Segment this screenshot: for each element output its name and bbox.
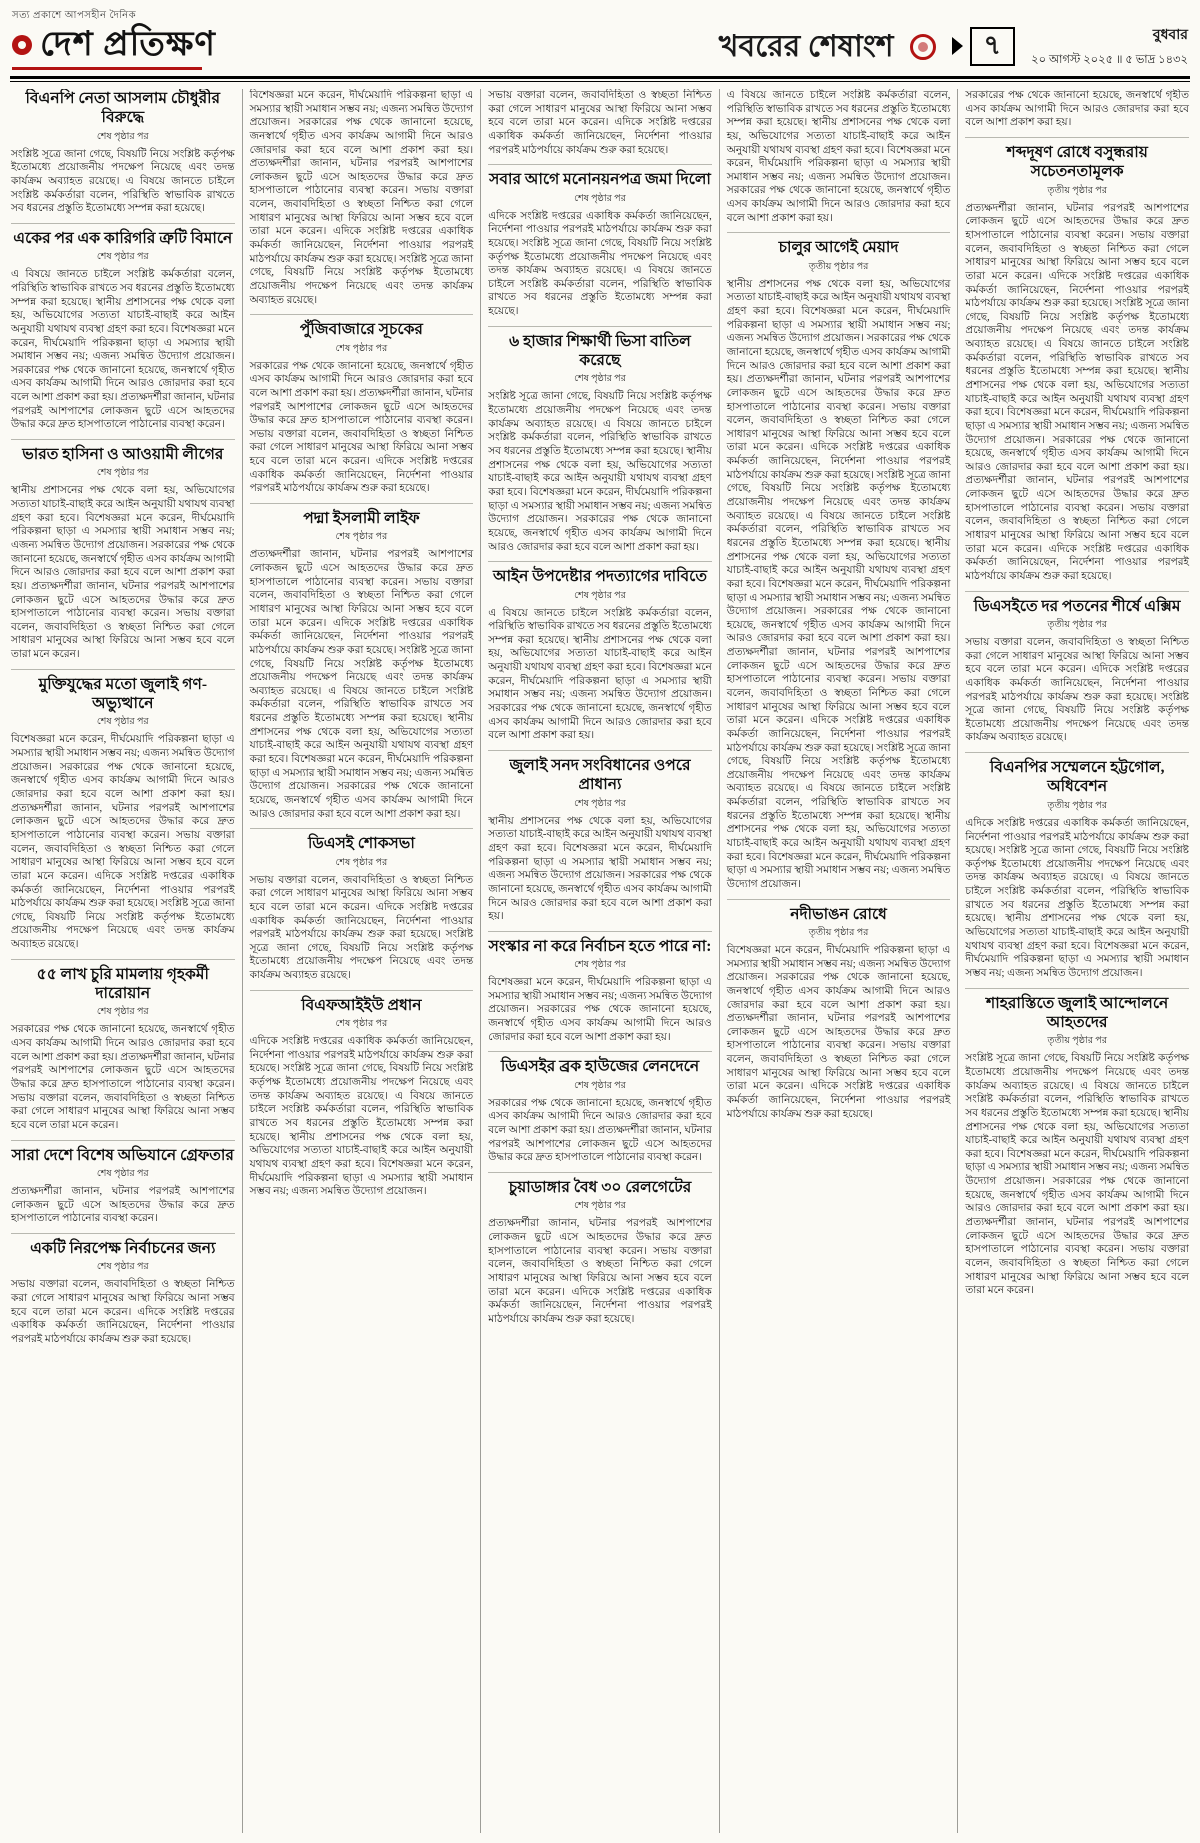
article — [965, 988, 1189, 1298]
article-headline: পদ্মা ইসলামী লাইফ — [303, 510, 420, 528]
article-body: এ বিষয়ে জানতে চাইলে সংশ্লিষ্ট কর্মকর্তারা বলেন, পরিস্থিতি স্বাভাবিক রাখতে সব ধরনের প্রস্তুতি ইতোমধ্যে সম্পন্ন করা হয়েছে। স্থানীয় প্রশাসনের পক্ষ থেকে বলা হয়, অভিযোগের সত্যতা যাচাই-বাছাই করে আইন অনুযায়ী যথাযথ ব্যবস্থা গ্রহণ করা হবে। বিশেষজ্ঞরা মনে করেন, দীর্ঘমেয়াদি পরিকল্পনা ছাড়া এ সমস্যার স্থায়ী সমাধান সম্ভব নয়; এজন্য সমন্বিত উদ্যোগ প্রয়োজন। সরকারের পক্ষ থেকে জানানো হয়েছে, জনস্বার্থে গৃহীত এসব কার্যক্রম আগামী দিনে আরও জোরদার করা হবে বলে আশা প্রকাশ করা হয়। প্রত্যক্ষদর্শীরা জানান, ঘটনার পরপরই আশপাশের লোকজন ছুটে এসে আহতদের উদ্ধার করে দ্রুত হাসপাতালে পাঠানোর ব্যবস্থা করেন। — [11, 269, 235, 431]
jump-line: তৃতীয় পৃষ্ঠার পর — [1047, 619, 1107, 630]
article — [488, 750, 712, 924]
article — [488, 561, 712, 743]
article-body: সভায় বক্তারা বলেন, জবাবদিহিতা ও স্বচ্ছতা নিশ্চিত করা গেলে সাধারণ মানুষের আস্থা ফিরিয়ে আনা সম্ভব হবে বলে তারা মনে করেন। এদিকে সংশ্লিষ্ট দপ্তরের একাধিক কর্মকর্তা জানিয়েছেন, নির্দেশনা পাওয়ার পরপরই মাঠপর্যায়ে কার্যক্রম শুরু করা হয়েছে। সংশ্লিষ্ট সূত্রে জানা গেছে, বিষয়টি নিয়ে সংশ্লিষ্ট কর্তৃপক্ষ ইতোমধ্যে প্রয়োজনীয় পদক্ষেপ নিয়েছে এবং তদন্ত কার্যক্রম অব্যাহত রয়েছে। — [965, 636, 1189, 744]
article-body: স্থানীয় প্রশাসনের পক্ষ থেকে বলা হয়, অভিযোগের সত্যতা যাচাই-বাছাই করে আইন অনুযায়ী যথাযথ ব্যবস্থা গ্রহণ করা হবে। বিশেষজ্ঞরা মনে করেন, দীর্ঘমেয়াদি পরিকল্পনা ছাড়া এ সমস্যার স্থায়ী সমাধান সম্ভব নয়; এজন্য সমন্বিত উদ্যোগ প্রয়োজন। সরকারের পক্ষ থেকে জানানো হয়েছে, জনস্বার্থে গৃহীত এসব কার্যক্রম আগামী দিনে আরও জোরদার করা হবে বলে আশা প্রকাশ করা হয়। — [488, 815, 712, 923]
article-headline: শাহরাস্তিতে জুলাই আন্দোলনে আহতদের — [986, 994, 1169, 1031]
weekday: বুধবার — [1152, 28, 1188, 43]
news-column-2 — [242, 89, 481, 1833]
jump-line: শেষ পৃষ্ঠার পর — [335, 1019, 388, 1030]
article-headline: ৬ হাজার শিক্ষার্থী ভিসা বাতিল করেছে — [509, 332, 691, 370]
article-body: প্রত্যক্ষদর্শীরা জানান, ঘটনার পরপরই আশপাশের লোকজন ছুটে এসে আহতদের উদ্ধার করে দ্রুত হাসপাতালে পাঠানোর ব্যবস্থা করেন। — [11, 1185, 235, 1225]
article-headline: ডিএসইতে দর পতনের শীর্ষে এক্সিম — [973, 597, 1181, 615]
news-column-4 — [719, 89, 958, 1833]
article-headline: বিএফআইইউ প্রধান — [301, 996, 422, 1014]
article — [965, 591, 1189, 746]
article-body: সংশ্লিষ্ট সূত্রে জানা গেছে, বিষয়টি নিয়ে সংশ্লিষ্ট কর্তৃপক্ষ ইতোমধ্যে প্রয়োজনীয় পদক্ষেপ নিয়েছে এবং তদন্ত কার্যক্রম অব্যাহত রয়েছে। এ বিষয়ে জানতে চাইলে সংশ্লিষ্ট কর্মকর্তারা বলেন, পরিস্থিতি স্বাভাবিক রাখতে সব ধরনের প্রস্তুতি ইতোমধ্যে সম্পন্ন করা হয়েছে। স্থানীয় প্রশাসনের পক্ষ থেকে বলা হয়, অভিযোগের সত্যতা যাচাই-বাছাই করে আইন অনুযায়ী যথাযথ ব্যবস্থা গ্রহণ করা হবে। বিশেষজ্ঞরা মনে করেন, দীর্ঘমেয়াদি পরিকল্পনা ছাড়া এ সমস্যার স্থায়ী সমাধান সম্ভব নয়; এজন্য সমন্বিত উদ্যোগ প্রয়োজন। সরকারের পক্ষ থেকে জানানো হয়েছে, জনস্বার্থে গৃহীত এসব কার্যক্রম আগামী দিনে আরও জোরদার করা হবে বলে আশা প্রকাশ করা হয়। — [488, 391, 712, 553]
article — [250, 314, 474, 496]
article-body: প্রত্যক্ষদর্শীরা জানান, ঘটনার পরপরই আশপাশের লোকজন ছুটে এসে আহতদের উদ্ধার করে দ্রুত হাসপাতালে পাঠানোর ব্যবস্থা করেন। সভায় বক্তারা বলেন, জবাবদিহিতা ও স্বচ্ছতা নিশ্চিত করা গেলে সাধারণ মানুষের আস্থা ফিরিয়ে আনা সম্ভব হবে বলে তারা মনে করেন। এদিকে সংশ্লিষ্ট দপ্তরের একাধিক কর্মকর্তা জানিয়েছেন, নির্দেশনা পাওয়ার পরপরই মাঠপর্যায়ে কার্যক্রম শুরু করা হয়েছে। সংশ্লিষ্ট সূত্রে জানা গেছে, বিষয়টি নিয়ে সংশ্লিষ্ট কর্তৃপক্ষ ইতোমধ্যে প্রয়োজনীয় পদক্ষেপ নিয়েছে এবং তদন্ত কার্যক্রম অব্যাহত রয়েছে। এ বিষয়ে জানতে চাইলে সংশ্লিষ্ট কর্মকর্তারা বলেন, পরিস্থিতি স্বাভাবিক রাখতে সব ধরনের প্রস্তুতি ইতোমধ্যে সম্পন্ন করা হয়েছে। স্থানীয় প্রশাসনের পক্ষ থেকে বলা হয়, অভিযোগের সত্যতা যাচাই-বাছাই করে আইন অনুযায়ী যথাযথ ব্যবস্থা গ্রহণ করা হবে। বিশেষজ্ঞরা মনে করেন, দীর্ঘমেয়াদি পরিকল্পনা ছাড়া এ সমস্যার স্থায়ী সমাধান সম্ভব নয়; এজন্য সমন্বিত উদ্যোগ প্রয়োজন। সরকারের পক্ষ থেকে জানানো হয়েছে, জনস্বার্থে গৃহীত এসব কার্যক্রম আগামী দিনে আরও জোরদার করা হবে বলে আশা প্রকাশ করা হয়। প্রত্যক্ষদর্শীরা জানান, ঘটনার পরপরই আশপাশের লোকজন ছুটে এসে আহতদের উদ্ধার করে দ্রুত হাসপাতালে পাঠানোর ব্যবস্থা করেন। সভায় বক্তারা বলেন, জবাবদিহিতা ও স্বচ্ছতা নিশ্চিত করা গেলে সাধারণ মানুষের আস্থা ফিরিয়ে আনা সম্ভব হবে বলে তারা মনে করেন। এদিকে সংশ্লিষ্ট দপ্তরের একাধিক কর্মকর্তা জানিয়েছেন, নির্দেশনা পাওয়ার পরপরই মাঠপর্যায়ে কার্যক্রম শুরু করা হয়েছে। — [965, 202, 1189, 582]
newspaper-logo — [12, 8, 312, 70]
jump-line: শেষ পৃষ্ঠার পর — [574, 798, 626, 809]
article — [11, 89, 235, 216]
article-body: প্রত্যক্ষদর্শীরা জানান, ঘটনার পরপরই আশপাশের লোকজন ছুটে এসে আহতদের উদ্ধার করে দ্রুত হাসপাতালে পাঠানোর ব্যবস্থা করেন। সভায় বক্তারা বলেন, জবাবদিহিতা ও স্বচ্ছতা নিশ্চিত করা গেলে সাধারণ মানুষের আস্থা ফিরিয়ে আনা সম্ভব হবে বলে তারা মনে করেন। এদিকে সংশ্লিষ্ট দপ্তরের একাধিক কর্মকর্তা জানিয়েছেন, নির্দেশনা পাওয়ার পরপরই মাঠপর্যায়ে কার্যক্রম শুরু করা হয়েছে। সংশ্লিষ্ট সূত্রে জানা গেছে, বিষয়টি নিয়ে সংশ্লিষ্ট কর্তৃপক্ষ ইতোমধ্যে প্রয়োজনীয় পদক্ষেপ নিয়েছে এবং তদন্ত কার্যক্রম অব্যাহত রয়েছে। এ বিষয়ে জানতে চাইলে সংশ্লিষ্ট কর্মকর্তারা বলেন, পরিস্থিতি স্বাভাবিক রাখতে সব ধরনের প্রস্তুতি ইতোমধ্যে সম্পন্ন করা হয়েছে। স্থানীয় প্রশাসনের পক্ষ থেকে বলা হয়, অভিযোগের সত্যতা যাচাই-বাছাই করে আইন অনুযায়ী যথাযথ ব্যবস্থা গ্রহণ করা হবে। বিশেষজ্ঞরা মনে করেন, দীর্ঘমেয়াদি পরিকল্পনা ছাড়া এ সমস্যার স্থায়ী সমাধান সম্ভব নয়; এজন্য সমন্বিত উদ্যোগ প্রয়োজন। সরকারের পক্ষ থেকে জানানো হয়েছে, জনস্বার্থে গৃহীত এসব কার্যক্রম আগামী দিনে আরও জোরদার করা হবে বলে আশা প্রকাশ করা হয়। — [249, 549, 474, 820]
page-columns — [10, 89, 1190, 1833]
article-headline: একটি নিরপেক্ষ নির্বাচনের জন্য — [30, 1239, 216, 1257]
article-headline: সারা দেশে বিশেষ অভিযানে গ্রেফতার — [11, 1146, 234, 1164]
jump-line: শেষ পৃষ্ঠার পর — [96, 1262, 149, 1273]
jump-line: শেষ পৃষ্ঠার পর — [96, 1168, 149, 1179]
article — [11, 669, 235, 952]
jump-line: শেষ পৃষ্ঠার পর — [574, 1201, 626, 1212]
article-headline: জুলাই সনদ সংবিধানের ওপরে প্রাধান্য — [509, 756, 691, 794]
article — [250, 503, 474, 821]
day-date-block — [1031, 23, 1188, 70]
jump-line: শেষ পৃষ্ঠার পর — [96, 1007, 149, 1018]
article-body: সভায় বক্তারা বলেন, জবাবদিহিতা ও স্বচ্ছতা নিশ্চিত করা গেলে সাধারণ মানুষের আস্থা ফিরিয়ে আনা সম্ভব হবে বলে তারা মনে করেন। এদিকে সংশ্লিষ্ট দপ্তরের একাধিক কর্মকর্তা জানিয়েছেন, নির্দেশনা পাওয়ার পরপরই মাঠপর্যায়ে কার্যক্রম শুরু করা হয়েছে। — [11, 1279, 235, 1345]
article-body: বিশেষজ্ঞরা মনে করেন, দীর্ঘমেয়াদি পরিকল্পনা ছাড়া এ সমস্যার স্থায়ী সমাধান সম্ভব নয়; এজন্য সমন্বিত উদ্যোগ প্রয়োজন। সরকারের পক্ষ থেকে জানানো হয়েছে, জনস্বার্থে গৃহীত এসব কার্যক্রম আগামী দিনে আরও জোরদার করা হবে বলে আশা প্রকাশ করা হয়। প্রত্যক্ষদর্শীরা জানান, ঘটনার পরপরই আশপাশের লোকজন ছুটে এসে আহতদের উদ্ধার করে দ্রুত হাসপাতালে পাঠানোর ব্যবস্থা করেন। সভায় বক্তারা বলেন, জবাবদিহিতা ও স্বচ্ছতা নিশ্চিত করা গেলে সাধারণ মানুষের আস্থা ফিরিয়ে আনা সম্ভব হবে বলে তারা মনে করেন। এদিকে সংশ্লিষ্ট দপ্তরের একাধিক কর্মকর্তা জানিয়েছেন, নির্দেশনা পাওয়ার পরপরই মাঠপর্যায়ে কার্যক্রম শুরু করা হয়েছে। সংশ্লিষ্ট সূত্রে জানা গেছে, বিষয়টি নিয়ে সংশ্লিষ্ট কর্তৃপক্ষ ইতোমধ্যে প্রয়োজনীয় পদক্ষেপ নিয়েছে এবং তদন্ত কার্যক্রম অব্যাহত রয়েছে। — [11, 734, 235, 951]
article-headline: শব্দদূষণ রোধে বসুন্ধরায় সচেতনতামূলক — [1006, 143, 1148, 181]
article-headline: বিএনপির সম্মেলনে হট্টগোল, অধিবেশন — [989, 759, 1165, 796]
jump-line: শেষ পৃষ্ঠার পর — [335, 857, 388, 868]
jump-line: তৃতীয় পৃষ্ঠার পর — [1047, 800, 1107, 811]
jump-line: তৃতীয় পৃষ্ঠার পর — [808, 261, 869, 272]
jump-line: শেষ পৃষ্ঠার পর — [574, 590, 626, 601]
article-body: এদিকে সংশ্লিষ্ট দপ্তরের একাধিক কর্মকর্তা জানিয়েছেন, নির্দেশনা পাওয়ার পরপরই মাঠপর্যায়ে কার্যক্রম শুরু করা হয়েছে। সংশ্লিষ্ট সূত্রে জানা গেছে, বিষয়টি নিয়ে সংশ্লিষ্ট কর্তৃপক্ষ ইতোমধ্যে প্রয়োজনীয় পদক্ষেপ নিয়েছে এবং তদন্ত কার্যক্রম অব্যাহত রয়েছে। এ বিষয়ে জানতে চাইলে সংশ্লিষ্ট কর্মকর্তারা বলেন, পরিস্থিতি স্বাভাবিক রাখতে সব ধরনের প্রস্তুতি ইতোমধ্যে সম্পন্ন করা হয়েছে। স্থানীয় প্রশাসনের পক্ষ থেকে বলা হয়, অভিযোগের সত্যতা যাচাই-বাছাই করে আইন অনুযায়ী যথাযথ ব্যবস্থা গ্রহণ করা হবে। বিশেষজ্ঞরা মনে করেন, দীর্ঘমেয়াদি পরিকল্পনা ছাড়া এ সমস্যার স্থায়ী সমাধান সম্ভব নয়; এজন্য সমন্বিত উদ্যোগ প্রয়োজন। — [249, 1036, 474, 1198]
page-number: ৭ — [970, 27, 1016, 66]
article-body: সরকারের পক্ষ থেকে জানানো হয়েছে, জনস্বার্থে গৃহীত এসব কার্যক্রম আগামী দিনে আরও জোরদার করা হবে বলে আশা প্রকাশ করা হয়। প্রত্যক্ষদর্শীরা জানান, ঘটনার পরপরই আশপাশের লোকজন ছুটে এসে আহতদের উদ্ধার করে দ্রুত হাসপাতালে পাঠানোর ব্যবস্থা করেন। সভায় বক্তারা বলেন, জবাবদিহিতা ও স্বচ্ছতা নিশ্চিত করা গেলে সাধারণ মানুষের আস্থা ফিরিয়ে আনা সম্ভব হবে বলে তারা মনে করেন। — [11, 1024, 235, 1131]
article-headline: ডিএসইর ব্রক হাউজের লেনদেনে — [500, 1058, 700, 1076]
article-continuation — [250, 89, 474, 307]
jump-line: শেষ পৃষ্ঠার পর — [574, 960, 626, 971]
article — [11, 223, 235, 432]
jump-line: শেষ পৃষ্ঠার পর — [335, 343, 388, 354]
date-line: ২০ আগস্ট ২০২৫ ॥ ৫ ভাদ্র ১৪৩২ — [1031, 54, 1188, 66]
logo-sun-icon — [12, 35, 32, 55]
article-body: সরকারের পক্ষ থেকে জানানো হয়েছে, জনস্বার্থে গৃহীত এসব কার্যক্রম আগামী দিনে আরও জোরদার করা হবে বলে আশা প্রকাশ করা হয়। প্রত্যক্ষদর্শীরা জানান, ঘটনার পরপরই আশপাশের লোকজন ছুটে এসে আহতদের উদ্ধার করে দ্রুত হাসপাতালে পাঠানোর ব্যবস্থা করেন। — [488, 1097, 712, 1164]
article-body: সভায় বক্তারা বলেন, জবাবদিহিতা ও স্বচ্ছতা নিশ্চিত করা গেলে সাধারণ মানুষের আস্থা ফিরিয়ে আনা সম্ভব হবে বলে তারা মনে করেন। এদিকে সংশ্লিষ্ট দপ্তরের একাধিক কর্মকর্তা জানিয়েছেন, নির্দেশনা পাওয়ার পরপরই মাঠপর্যায়ে কার্যক্রম শুরু করা হয়েছে। সংশ্লিষ্ট সূত্রে জানা গেছে, বিষয়টি নিয়ে সংশ্লিষ্ট কর্তৃপক্ষ ইতোমধ্যে প্রয়োজনীয় পদক্ষেপ নিয়েছে এবং তদন্ত কার্যক্রম অব্যাহত রয়েছে। — [249, 874, 474, 982]
article-headline: নদীভাঙন রোধে — [790, 905, 887, 923]
jump-line: তৃতীয় পৃষ্ঠার পর — [808, 927, 869, 938]
article-headline: চালুর আগেই মেয়াদ — [778, 239, 899, 257]
masthead-rule-thin — [10, 81, 1190, 82]
article — [488, 1172, 712, 1327]
article-headline: সবার আগে মনোনয়নপত্র জমা দিলো — [489, 171, 711, 189]
article-continuation — [965, 89, 1189, 130]
article-body: এদিকে সংশ্লিষ্ট দপ্তরের একাধিক কর্মকর্তা জানিয়েছেন, নির্দেশনা পাওয়ার পরপরই মাঠপর্যায়ে কার্যক্রম শুরু করা হয়েছে। সংশ্লিষ্ট সূত্রে জানা গেছে, বিষয়টি নিয়ে সংশ্লিষ্ট কর্তৃপক্ষ ইতোমধ্যে প্রয়োজনীয় পদক্ষেপ নিয়েছে এবং তদন্ত কার্যক্রম অব্যাহত রয়েছে। এ বিষয়ে জানতে চাইলে সংশ্লিষ্ট কর্মকর্তারা বলেন, পরিস্থিতি স্বাভাবিক রাখতে সব ধরনের প্রস্তুতি ইতোমধ্যে সম্পন্ন করা হয়েছে। স্থানীয় প্রশাসনের পক্ষ থেকে বলা হয়, অভিযোগের সত্যতা যাচাই-বাছাই করে আইন অনুযায়ী যথাযথ ব্যবস্থা গ্রহণ করা হবে। বিশেষজ্ঞরা মনে করেন, দীর্ঘমেয়াদি পরিকল্পনা ছাড়া এ সমস্যার স্থায়ী সমাধান সম্ভব নয়; এজন্য সমন্বিত উদ্যোগ প্রয়োজন। — [965, 817, 1189, 979]
article-body: স্থানীয় প্রশাসনের পক্ষ থেকে বলা হয়, অভিযোগের সত্যতা যাচাই-বাছাই করে আইন অনুযায়ী যথাযথ ব্যবস্থা গ্রহণ করা হবে। বিশেষজ্ঞরা মনে করেন, দীর্ঘমেয়াদি পরিকল্পনা ছাড়া এ সমস্যার স্থায়ী সমাধান সম্ভব নয়; এজন্য সমন্বিত উদ্যোগ প্রয়োজন। সরকারের পক্ষ থেকে জানানো হয়েছে, জনস্বার্থে গৃহীত এসব কার্যক্রম আগামী দিনে আরও জোরদার করা হবে বলে আশা প্রকাশ করা হয়। প্রত্যক্ষদর্শীরা জানান, ঘটনার পরপরই আশপাশের লোকজন ছুটে এসে আহতদের উদ্ধার করে দ্রুত হাসপাতালে পাঠানোর ব্যবস্থা করেন। সভায় বক্তারা বলেন, জবাবদিহিতা ও স্বচ্ছতা নিশ্চিত করা গেলে সাধারণ মানুষের আস্থা ফিরিয়ে আনা সম্ভব হবে বলে তারা মনে করেন। — [11, 485, 235, 661]
article-headline: সংস্কার না করে নির্বাচন হতে পারে না: — [488, 937, 712, 955]
newspaper-title: দেশ প্রতিক্ষণ — [40, 26, 216, 63]
article-continuation — [727, 89, 951, 225]
article-headline: পুঁজিবাজারে সূচকের — [299, 321, 423, 339]
article — [488, 931, 712, 1045]
article — [11, 1140, 235, 1226]
news-column-3 — [480, 89, 719, 1833]
jump-line: শেষ পৃষ্ঠার পর — [574, 1080, 626, 1091]
masthead-rule — [10, 76, 1190, 79]
article — [11, 1233, 235, 1347]
article-body: সভায় বক্তারা বলেন, জবাবদিহিতা ও স্বচ্ছতা নিশ্চিত করা গেলে সাধারণ মানুষের আস্থা ফিরিয়ে আনা সম্ভব হবে বলে তারা মনে করেন। এদিকে সংশ্লিষ্ট দপ্তরের একাধিক কর্মকর্তা জানিয়েছেন, নির্দেশনা পাওয়ার পরপরই মাঠপর্যায়ে কার্যক্রম শুরু করা হয়েছে। — [488, 90, 712, 156]
article-body: এ বিষয়ে জানতে চাইলে সংশ্লিষ্ট কর্মকর্তারা বলেন, পরিস্থিতি স্বাভাবিক রাখতে সব ধরনের প্রস্তুতি ইতোমধ্যে সম্পন্ন করা হয়েছে। স্থানীয় প্রশাসনের পক্ষ থেকে বলা হয়, অভিযোগের সত্যতা যাচাই-বাছাই করে আইন অনুযায়ী যথাযথ ব্যবস্থা গ্রহণ করা হবে। বিশেষজ্ঞরা মনে করেন, দীর্ঘমেয়াদি পরিকল্পনা ছাড়া এ সমস্যার স্থায়ী সমাধান সম্ভব নয়; এজন্য সমন্বিত উদ্যোগ প্রয়োজন। সরকারের পক্ষ থেকে জানানো হয়েছে, জনস্বার্থে গৃহীত এসব কার্যক্রম আগামী দিনে আরও জোরদার করা হবে বলে আশা প্রকাশ করা হয়। — [726, 90, 951, 224]
article-headline: ডিএসই শোকসভা — [307, 835, 415, 853]
article — [250, 990, 474, 1199]
article — [488, 1051, 712, 1165]
article-headline: মুক্তিযুদ্ধের মতো জুলাই গণ-অভ্যুত্থানে — [38, 675, 207, 713]
article-body: এদিকে সংশ্লিষ্ট দপ্তরের একাধিক কর্মকর্তা জানিয়েছেন, নির্দেশনা পাওয়ার পরপরই মাঠপর্যায়ে কার্যক্রম শুরু করা হয়েছে। সংশ্লিষ্ট সূত্রে জানা গেছে, বিষয়টি নিয়ে সংশ্লিষ্ট কর্তৃপক্ষ ইতোমধ্যে প্রয়োজনীয় পদক্ষেপ নিয়েছে এবং তদন্ত কার্যক্রম অব্যাহত রয়েছে। এ বিষয়ে জানতে চাইলে সংশ্লিষ্ট কর্মকর্তারা বলেন, পরিস্থিতি স্বাভাবিক রাখতে সব ধরনের প্রস্তুতি ইতোমধ্যে সম্পন্ন করা হয়েছে। — [488, 210, 712, 318]
article — [488, 326, 712, 554]
article-body: এ বিষয়ে জানতে চাইলে সংশ্লিষ্ট কর্মকর্তারা বলেন, পরিস্থিতি স্বাভাবিক রাখতে সব ধরনের প্রস্তুতি ইতোমধ্যে সম্পন্ন করা হয়েছে। স্থানীয় প্রশাসনের পক্ষ থেকে বলা হয়, অভিযোগের সত্যতা যাচাই-বাছাই করে আইন অনুযায়ী যথাযথ ব্যবস্থা গ্রহণ করা হবে। বিশেষজ্ঞরা মনে করেন, দীর্ঘমেয়াদি পরিকল্পনা ছাড়া এ সমস্যার স্থায়ী সমাধান সম্ভব নয়; এজন্য সমন্বিত উদ্যোগ প্রয়োজন। সরকারের পক্ষ থেকে জানানো হয়েছে, জনস্বার্থে গৃহীত এসব কার্যক্রম আগামী দিনে আরও জোরদার করা হবে বলে আশা প্রকাশ করা হয়। — [488, 607, 712, 742]
article — [965, 752, 1189, 980]
jump-line: শেষ পৃষ্ঠার পর — [96, 252, 149, 263]
jump-line: তৃতীয় পৃষ্ঠার পর — [1047, 1036, 1107, 1047]
jump-line: শেষ পৃষ্ঠার পর — [96, 468, 149, 479]
article-body: বিশেষজ্ঞরা মনে করেন, দীর্ঘমেয়াদি পরিকল্পনা ছাড়া এ সমস্যার স্থায়ী সমাধান সম্ভব নয়; এজন্য সমন্বিত উদ্যোগ প্রয়োজন। সরকারের পক্ষ থেকে জানানো হয়েছে, জনস্বার্থে গৃহীত এসব কার্যক্রম আগামী দিনে আরও জোরদার করা হবে বলে আশা প্রকাশ করা হয়। — [488, 977, 712, 1043]
jump-line: শেষ পৃষ্ঠার পর — [96, 717, 149, 728]
article-body: বিশেষজ্ঞরা মনে করেন, দীর্ঘমেয়াদি পরিকল্পনা ছাড়া এ সমস্যার স্থায়ী সমাধান সম্ভব নয়; এজন্য সমন্বিত উদ্যোগ প্রয়োজন। সরকারের পক্ষ থেকে জানানো হয়েছে, জনস্বার্থে গৃহীত এসব কার্যক্রম আগামী দিনে আরও জোরদার করা হবে বলে আশা প্রকাশ করা হয়। প্রত্যক্ষদর্শীরা জানান, ঘটনার পরপরই আশপাশের লোকজন ছুটে এসে আহতদের উদ্ধার করে দ্রুত হাসপাতালে পাঠানোর ব্যবস্থা করেন। সভায় বক্তারা বলেন, জবাবদিহিতা ও স্বচ্ছতা নিশ্চিত করা গেলে সাধারণ মানুষের আস্থা ফিরিয়ে আনা সম্ভব হবে বলে তারা মনে করেন। এদিকে সংশ্লিষ্ট দপ্তরের একাধিক কর্মকর্তা জানিয়েছেন, নির্দেশনা পাওয়ার পরপরই মাঠপর্যায়ে কার্যক্রম শুরু করা হয়েছে। — [726, 944, 951, 1120]
section-title: খবরের শেষাংশ — [718, 29, 894, 63]
article-headline: বিএনপি নেতা আসলাম চৌধুরীর বিরুদ্ধে — [25, 90, 221, 127]
article — [727, 899, 951, 1122]
article-headline: ৫৫ লাখ চুরি মামলায় গৃহকর্মী দারোয়ান — [36, 965, 209, 1003]
article-body: বিশেষজ্ঞরা মনে করেন, দীর্ঘমেয়াদি পরিকল্পনা ছাড়া এ সমস্যার স্থায়ী সমাধান সম্ভব নয়; এজন্য সমন্বিত উদ্যোগ প্রয়োজন। সরকারের পক্ষ থেকে জানানো হয়েছে, জনস্বার্থে গৃহীত এসব কার্যক্রম আগামী দিনে আরও জোরদার করা হবে বলে আশা প্রকাশ করা হয়। প্রত্যক্ষদর্শীরা জানান, ঘটনার পরপরই আশপাশের লোকজন ছুটে এসে আহতদের উদ্ধার করে দ্রুত হাসপাতালে পাঠানোর ব্যবস্থা করেন। সভায় বক্তারা বলেন, জবাবদিহিতা ও স্বচ্ছতা নিশ্চিত করা গেলে সাধারণ মানুষের আস্থা ফিরিয়ে আনা সম্ভব হবে বলে তারা মনে করেন। এদিকে সংশ্লিষ্ট দপ্তরের একাধিক কর্মকর্তা জানিয়েছেন, নির্দেশনা পাওয়ার পরপরই মাঠপর্যায়ে কার্যক্রম শুরু করা হয়েছে। সংশ্লিষ্ট সূত্রে জানা গেছে, বিষয়টি নিয়ে সংশ্লিষ্ট কর্তৃপক্ষ ইতোমধ্যে প্রয়োজনীয় পদক্ষেপ নিয়েছে এবং তদন্ত কার্যক্রম অব্যাহত রয়েছে। — [249, 90, 474, 306]
article-headline: একের পর এক কারিগরি ত্রুটি বিমানে — [13, 229, 233, 247]
article-continuation — [488, 89, 712, 157]
masthead — [10, 6, 1190, 76]
article — [11, 959, 235, 1133]
page-number-box — [952, 27, 1016, 66]
jump-line: শেষ পৃষ্ঠার পর — [335, 532, 388, 543]
article-headline: চুয়াডাঙ্গার বৈধ ৩০ রেলগেটের — [508, 1178, 692, 1196]
jump-line: শেষ পৃষ্ঠার পর — [574, 374, 626, 385]
article-headline: ভারত হাসিনা ও আওয়ামী লীগের — [22, 446, 224, 464]
article-body: সংশ্লিষ্ট সূত্রে জানা গেছে, বিষয়টি নিয়ে সংশ্লিষ্ট কর্তৃপক্ষ ইতোমধ্যে প্রয়োজনীয় পদক্ষেপ নিয়েছে এবং তদন্ত কার্যক্রম অব্যাহত রয়েছে। এ বিষয়ে জানতে চাইলে সংশ্লিষ্ট কর্মকর্তারা বলেন, পরিস্থিতি স্বাভাবিক রাখতে সব ধরনের প্রস্তুতি ইতোমধ্যে সম্পন্ন করা হয়েছে। — [11, 148, 235, 215]
seal-icon — [910, 34, 936, 60]
article-body: স্থানীয় প্রশাসনের পক্ষ থেকে বলা হয়, অভিযোগের সত্যতা যাচাই-বাছাই করে আইন অনুযায়ী যথাযথ ব্যবস্থা গ্রহণ করা হবে। বিশেষজ্ঞরা মনে করেন, দীর্ঘমেয়াদি পরিকল্পনা ছাড়া এ সমস্যার স্থায়ী সমাধান সম্ভব নয়; এজন্য সমন্বিত উদ্যোগ প্রয়োজন। সরকারের পক্ষ থেকে জানানো হয়েছে, জনস্বার্থে গৃহীত এসব কার্যক্রম আগামী দিনে আরও জোরদার করা হবে বলে আশা প্রকাশ করা হয়। প্রত্যক্ষদর্শীরা জানান, ঘটনার পরপরই আশপাশের লোকজন ছুটে এসে আহতদের উদ্ধার করে দ্রুত হাসপাতালে পাঠানোর ব্যবস্থা করেন। সভায় বক্তারা বলেন, জবাবদিহিতা ও স্বচ্ছতা নিশ্চিত করা গেলে সাধারণ মানুষের আস্থা ফিরিয়ে আনা সম্ভব হবে বলে তারা মনে করেন। এদিকে সংশ্লিষ্ট দপ্তরের একাধিক কর্মকর্তা জানিয়েছেন, নির্দেশনা পাওয়ার পরপরই মাঠপর্যায়ে কার্যক্রম শুরু করা হয়েছে। সংশ্লিষ্ট সূত্রে জানা গেছে, বিষয়টি নিয়ে সংশ্লিষ্ট কর্তৃপক্ষ ইতোমধ্যে প্রয়োজনীয় পদক্ষেপ নিয়েছে এবং তদন্ত কার্যক্রম অব্যাহত রয়েছে। এ বিষয়ে জানতে চাইলে সংশ্লিষ্ট কর্মকর্তারা বলেন, পরিস্থিতি স্বাভাবিক রাখতে সব ধরনের প্রস্তুতি ইতোমধ্যে সম্পন্ন করা হয়েছে। স্থানীয় প্রশাসনের পক্ষ থেকে বলা হয়, অভিযোগের সত্যতা যাচাই-বাছাই করে আইন অনুযায়ী যথাযথ ব্যবস্থা গ্রহণ করা হবে। বিশেষজ্ঞরা মনে করেন, দীর্ঘমেয়াদি পরিকল্পনা ছাড়া এ সমস্যার স্থায়ী সমাধান সম্ভব নয়; এজন্য সমন্বিত উদ্যোগ প্রয়োজন। সরকারের পক্ষ থেকে জানানো হয়েছে, জনস্বার্থে গৃহীত এসব কার্যক্রম আগামী দিনে আরও জোরদার করা হবে বলে আশা প্রকাশ করা হয়। প্রত্যক্ষদর্শীরা জানান, ঘটনার পরপরই আশপাশের লোকজন ছুটে এসে আহতদের উদ্ধার করে দ্রুত হাসপাতালে পাঠানোর ব্যবস্থা করেন। সভায় বক্তারা বলেন, জবাবদিহিতা ও স্বচ্ছতা নিশ্চিত করা গেলে সাধারণ মানুষের আস্থা ফিরিয়ে আনা সম্ভব হবে বলে তারা মনে করেন। এদিকে সংশ্লিষ্ট দপ্তরের একাধিক কর্মকর্তা জানিয়েছেন, নির্দেশনা পাওয়ার পরপরই মাঠপর্যায়ে কার্যক্রম শুরু করা হয়েছে। সংশ্লিষ্ট সূত্রে জানা গেছে, বিষয়টি নিয়ে সংশ্লিষ্ট কর্তৃপক্ষ ইতোমধ্যে প্রয়োজনীয় পদক্ষেপ নিয়েছে এবং তদন্ত কার্যক্রম অব্যাহত রয়েছে। এ বিষয়ে জানতে চাইলে সংশ্লিষ্ট কর্মকর্তারা বলেন, পরিস্থিতি স্বাভাবিক রাখতে সব ধরনের প্রস্তুতি ইতোমধ্যে সম্পন্ন করা হয়েছে। স্থানীয় প্রশাসনের পক্ষ থেকে বলা হয়, অভিযোগের সত্যতা যাচাই-বাছাই করে আইন অনুযায়ী যথাযথ ব্যবস্থা গ্রহণ করা হবে। বিশেষজ্ঞরা মনে করেন, দীর্ঘমেয়াদি পরিকল্পনা ছাড়া এ সমস্যার স্থায়ী সমাধান সম্ভব নয়; এজন্য সমন্বিত উদ্যোগ প্রয়োজন। — [726, 278, 951, 890]
article-body: সরকারের পক্ষ থেকে জানানো হয়েছে, জনস্বার্থে গৃহীত এসব কার্যক্রম আগামী দিনে আরও জোরদার করা হবে বলে আশা প্রকাশ করা হয়। — [965, 90, 1189, 129]
news-column-1 — [10, 89, 242, 1833]
article — [727, 232, 951, 891]
article-body: সংশ্লিষ্ট সূত্রে জানা গেছে, বিষয়টি নিয়ে সংশ্লিষ্ট কর্তৃপক্ষ ইতোমধ্যে প্রয়োজনীয় পদক্ষেপ নিয়েছে এবং তদন্ত কার্যক্রম অব্যাহত রয়েছে। এ বিষয়ে জানতে চাইলে সংশ্লিষ্ট কর্মকর্তারা বলেন, পরিস্থিতি স্বাভাবিক রাখতে সব ধরনের প্রস্তুতি ইতোমধ্যে সম্পন্ন করা হয়েছে। স্থানীয় প্রশাসনের পক্ষ থেকে বলা হয়, অভিযোগের সত্যতা যাচাই-বাছাই করে আইন অনুযায়ী যথাযথ ব্যবস্থা গ্রহণ করা হবে। বিশেষজ্ঞরা মনে করেন, দীর্ঘমেয়াদি পরিকল্পনা ছাড়া এ সমস্যার স্থায়ী সমাধান সম্ভব নয়; এজন্য সমন্বিত উদ্যোগ প্রয়োজন। সরকারের পক্ষ থেকে জানানো হয়েছে, জনস্বার্থে গৃহীত এসব কার্যক্রম আগামী দিনে আরও জোরদার করা হবে বলে আশা প্রকাশ করা হয়। প্রত্যক্ষদর্শীরা জানান, ঘটনার পরপরই আশপাশের লোকজন ছুটে এসে আহতদের উদ্ধার করে দ্রুত হাসপাতালে পাঠানোর ব্যবস্থা করেন। সভায় বক্তারা বলেন, জবাবদিহিতা ও স্বচ্ছতা নিশ্চিত করা গেলে সাধারণ মানুষের আস্থা ফিরিয়ে আনা সম্ভব হবে বলে তারা মনে করেন। — [965, 1053, 1189, 1297]
article-headline: আইন উপদেষ্টার পদত্যাগের দাবিতে — [492, 568, 708, 586]
jump-line: শেষ পৃষ্ঠার পর — [96, 131, 149, 142]
article — [965, 137, 1189, 584]
jump-line: তৃতীয় পৃষ্ঠার পর — [1047, 185, 1107, 196]
masthead-right — [719, 23, 1188, 70]
article — [488, 164, 712, 319]
article-body: সরকারের পক্ষ থেকে জানানো হয়েছে, জনস্বার্থে গৃহীত এসব কার্যক্রম আগামী দিনে আরও জোরদার করা হবে বলে আশা প্রকাশ করা হয়। প্রত্যক্ষদর্শীরা জানান, ঘটনার পরপরই আশপাশের লোকজন ছুটে এসে আহতদের উদ্ধার করে দ্রুত হাসপাতালে পাঠানোর ব্যবস্থা করেন। সভায় বক্তারা বলেন, জবাবদিহিতা ও স্বচ্ছতা নিশ্চিত করা গেলে সাধারণ মানুষের আস্থা ফিরিয়ে আনা সম্ভব হবে বলে তারা মনে করেন। এদিকে সংশ্লিষ্ট দপ্তরের একাধিক কর্মকর্তা জানিয়েছেন, নির্দেশনা পাওয়ার পরপরই মাঠপর্যায়ে কার্যক্রম শুরু করা হয়েছে। — [249, 360, 474, 495]
page-pointer-icon — [952, 37, 963, 55]
jump-line: শেষ পৃষ্ঠার পর — [574, 193, 626, 204]
article — [250, 828, 474, 983]
masthead-tagline: সত্য প্রকাশে আপসহীন দৈনিক — [12, 10, 137, 21]
article — [11, 439, 235, 662]
logo-underline — [12, 67, 202, 70]
article-body: প্রত্যক্ষদর্শীরা জানান, ঘটনার পরপরই আশপাশের লোকজন ছুটে এসে আহতদের উদ্ধার করে দ্রুত হাসপাতালে পাঠানোর ব্যবস্থা করেন। সভায় বক্তারা বলেন, জবাবদিহিতা ও স্বচ্ছতা নিশ্চিত করা গেলে সাধারণ মানুষের আস্থা ফিরিয়ে আনা সম্ভব হবে বলে তারা মনে করেন। এদিকে সংশ্লিষ্ট দপ্তরের একাধিক কর্মকর্তা জানিয়েছেন, নির্দেশনা পাওয়ার পরপরই মাঠপর্যায়ে কার্যক্রম শুরু করা হয়েছে। — [488, 1218, 712, 1325]
news-column-5 — [957, 89, 1190, 1833]
